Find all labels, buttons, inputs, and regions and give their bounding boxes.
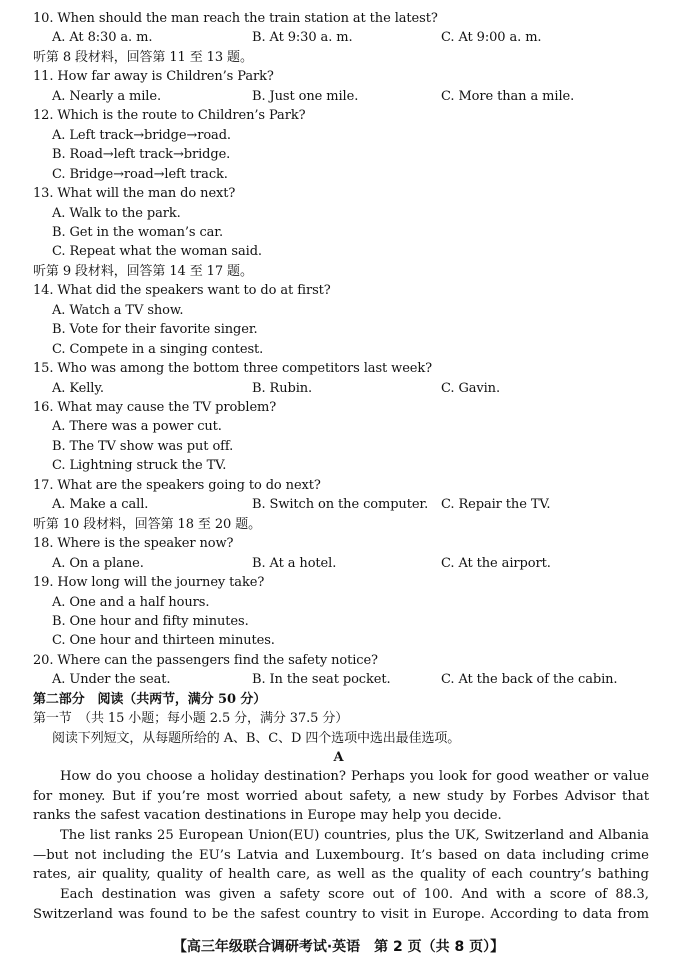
q15-option-a: A. Kelly. [52, 380, 104, 396]
q12-stem: 12. Which is the route to Children’s Park? [33, 108, 306, 124]
q20-option-c: C. At the back of the cabin. [441, 672, 618, 688]
q20-option-a: A. Under the seat. [52, 672, 171, 688]
q16-option-a: A. There was a power cut. [52, 419, 222, 435]
q18-stem: 18. Where is the speaker now? [33, 536, 234, 552]
q12-option-a: A. Left track→bridge→road. [52, 127, 231, 143]
section-header-9: 听第 9 段材料，回答第 14 至 17 题。 [33, 263, 253, 279]
section1-title: 第一节 （共 15 小题；每小题 2.5 分，满分 37.5 分） [33, 711, 349, 727]
q16-option-b: B. The TV show was put off. [52, 438, 234, 454]
q19-stem: 19. How long will the journey take? [33, 575, 265, 590]
q16-option-c: C. Lightning struck the TV. [52, 458, 227, 474]
q17-stem: 17. What are the speakers going to do next? [33, 477, 321, 493]
q13-option-c: C. Repeat what the woman said. [52, 244, 262, 260]
q19-option-c: C. One hour and thirteen minutes. [52, 633, 275, 649]
paragraph-text: Each destination was given a safety score out of 100. And with a score of 88.3, Switzerland was found to be the safest country to visit in Europe. According to data from [33, 887, 649, 922]
q13-stem: 13. What will the man do next? [33, 186, 236, 201]
q19-option-b: B. One hour and fifty minutes. [52, 614, 249, 629]
q14-option-a: A. Watch a TV show. [52, 302, 184, 318]
q11-stem: 11. How far away is Children’s Park? [33, 69, 274, 85]
reading-instruction: 阅读下列短文，从每题所给的 A、B、C、D 四个选项中选出最佳选项。 [52, 730, 461, 746]
q11-option-b: B. Just one mile. [252, 88, 359, 104]
q18-option-a: A. On a plane. [52, 555, 144, 571]
passage-label: A [333, 750, 344, 766]
q17-options-row [0, 495, 677, 515]
q17-option-a: A. Make a call. [52, 497, 149, 513]
q19-option-a: A. One and a half hours. [52, 594, 210, 610]
q15-option-b: B. Rubin. [252, 380, 313, 396]
q11-options-row [0, 87, 677, 107]
q16-stem: 16. What may cause the TV problem? [33, 400, 277, 415]
q14-option-b: B. Vote for their favorite singer. [52, 322, 258, 338]
q18-option-b: B. At a hotel. [252, 555, 337, 571]
paragraph-text: How do you choose a holiday destination? Perhaps you look for good weather or value for money. But if you’re most worried about safety, a new study by Forbes Advisor that ranks the safest vacation destinations in Europe may help you decide. [33, 769, 649, 824]
q17-option-c: C. Repair the TV. [441, 497, 551, 513]
q10-stem: 10. When should the man reach the train station at the latest? [33, 11, 438, 26]
q12-option-c: C. Bridge→road→left track. [52, 166, 228, 182]
passage-paragraph-2 [33, 826, 649, 886]
q20-options-row [0, 670, 677, 690]
q10-option-c: C. At 9:00 a. m. [441, 30, 542, 46]
passage-paragraph-3 [33, 885, 649, 925]
q15-options-row [0, 379, 677, 399]
q10-option-b: B. At 9:30 a. m. [252, 30, 353, 46]
paragraph-text: The list ranks 25 European Union(EU) countries, plus the UK, Switzerland and Albania—but not including the EU’s Latvia and Luxembourg. It’s based on data including crime rates, air quality, quality of health care, as well as the quality of each country’s bathing [33, 828, 649, 883]
section-header-10: 听第 10 段材料，回答第 18 至 20 题。 [33, 516, 262, 532]
q13-option-b: B. Get in the woman’s car. [52, 224, 224, 240]
q15-option-c: C. Gavin. [441, 380, 500, 396]
q20-option-b: B. In the seat pocket. [252, 672, 391, 688]
q18-options-row [0, 554, 677, 574]
q14-option-c: C. Compete in a singing contest. [52, 341, 264, 357]
q11-option-a: A. Nearly a mile. [52, 88, 161, 104]
q10-option-a: A. At 8:30 a. m. [52, 30, 153, 46]
q14-stem: 14. What did the speakers want to do at first? [33, 283, 331, 299]
part2-title: 第二部分 阅读（共两节，满分 50 分） [33, 691, 267, 707]
q18-option-c: C. At the airport. [441, 555, 551, 571]
q10-options-row [0, 28, 677, 48]
q17-option-b: B. Switch on the computer. [252, 497, 429, 513]
q12-option-b: B. Road→left track→bridge. [52, 147, 231, 163]
q15-stem: 15. Who was among the bottom three competitors last week? [33, 361, 433, 377]
q13-option-a: A. Walk to the park. [52, 205, 181, 221]
q11-option-c: C. More than a mile. [441, 88, 575, 104]
q20-stem: 20. Where can the passengers find the safety notice? [33, 652, 378, 668]
section-header-8: 听第 8 段材料，回答第 11 至 13 题。 [33, 49, 253, 65]
page-footer: 【高三年级联合调研考试·英语 第 2 页（共 8 页）】 [172, 939, 505, 955]
passage-paragraph-1 [33, 767, 649, 827]
